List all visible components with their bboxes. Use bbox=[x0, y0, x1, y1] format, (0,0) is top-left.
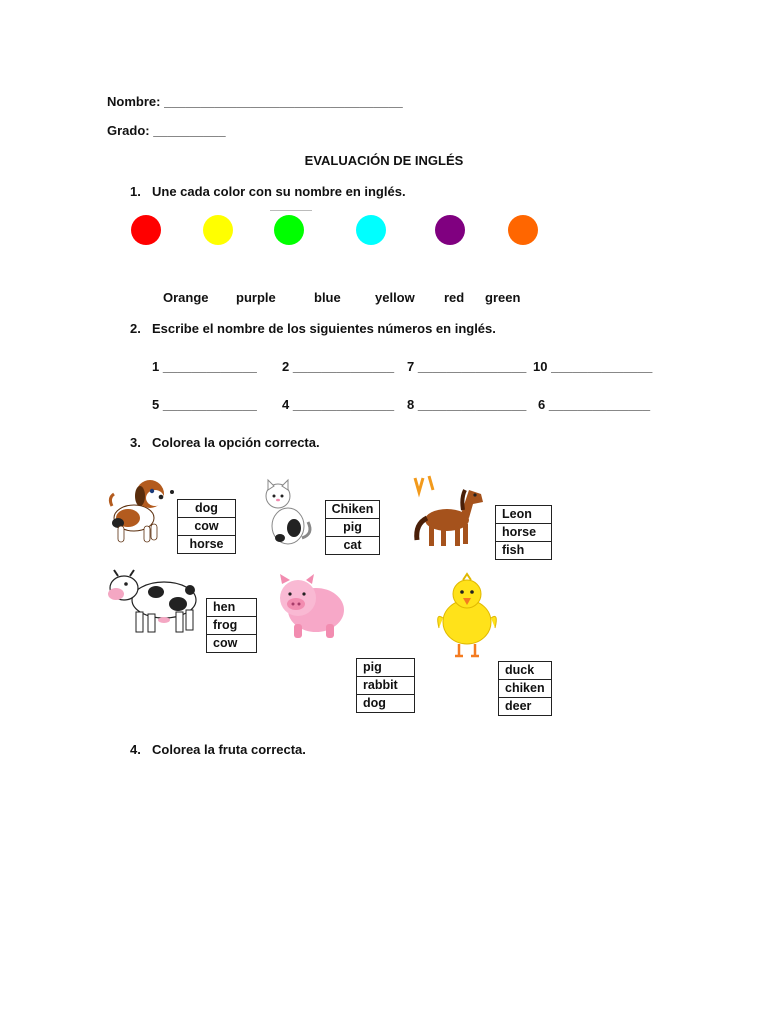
cat-options-box bbox=[325, 500, 380, 555]
option-leon[interactable]: Leon bbox=[496, 506, 551, 524]
option-horse[interactable]: horse bbox=[189, 537, 224, 551]
color-dot-orange bbox=[508, 215, 538, 245]
option-dog[interactable]: dog bbox=[178, 500, 235, 518]
number-item-5: 5 _____________ bbox=[152, 397, 257, 412]
q4-text: Colorea la fruta correcta. bbox=[152, 742, 306, 757]
color-word-red: red bbox=[444, 290, 465, 305]
nombre-line bbox=[107, 94, 403, 109]
number-item-4: 4 ______________ bbox=[282, 397, 395, 412]
dog-illustration bbox=[108, 476, 178, 548]
dog-options-box bbox=[177, 499, 236, 554]
chick-options-box bbox=[498, 661, 552, 716]
option-fish[interactable]: fish bbox=[502, 543, 525, 557]
color-dot-red bbox=[131, 215, 161, 245]
option-hen[interactable]: hen bbox=[207, 599, 256, 617]
horse-illustration bbox=[411, 474, 489, 552]
page-title: EVALUACIÓN DE INGLÉS bbox=[304, 153, 464, 168]
color-word-yellow: yellow bbox=[375, 290, 415, 305]
option-dog[interactable]: dog bbox=[363, 696, 386, 710]
color-dot-purple bbox=[435, 215, 465, 245]
number-item-10: 10 ______________ bbox=[533, 359, 653, 374]
option-cow[interactable]: cow bbox=[178, 518, 235, 536]
number-item-2: 2 ______________ bbox=[282, 359, 395, 374]
color-dot-cyan bbox=[356, 215, 386, 245]
pig-illustration bbox=[272, 572, 350, 642]
number-item-7: 7 _______________ bbox=[407, 359, 527, 374]
option-cat[interactable]: cat bbox=[343, 538, 362, 552]
grado-label: Grado: bbox=[107, 123, 150, 138]
option-pig[interactable]: pig bbox=[357, 659, 414, 677]
horse-options-box bbox=[495, 505, 552, 560]
option-pig[interactable]: pig bbox=[326, 519, 379, 537]
q4-number: 4. bbox=[130, 742, 141, 757]
option-chiken[interactable]: Chiken bbox=[326, 501, 379, 519]
q3-number: 3. bbox=[130, 435, 141, 450]
option-duck[interactable]: duck bbox=[499, 662, 551, 680]
option-frog[interactable]: frog bbox=[207, 617, 256, 635]
q2-number: 2. bbox=[130, 321, 141, 336]
q3-text: Colorea la opción correcta. bbox=[152, 435, 320, 450]
option-cow[interactable]: cow bbox=[213, 636, 238, 650]
cow-options-box bbox=[206, 598, 257, 653]
q1-text: Une cada color con su nombre en inglés. bbox=[152, 184, 406, 199]
option-deer[interactable]: deer bbox=[505, 699, 532, 713]
number-item-8: 8 _______________ bbox=[407, 397, 527, 412]
chick-illustration bbox=[433, 572, 501, 660]
nombre-blank: _________________________________ bbox=[164, 94, 403, 109]
cow-illustration bbox=[106, 568, 202, 638]
option-chiken[interactable]: chiken bbox=[499, 680, 551, 698]
color-word-green: green bbox=[485, 290, 521, 305]
grado-line bbox=[107, 123, 226, 138]
number-item-1: 1 _____________ bbox=[152, 359, 257, 374]
option-rabbit[interactable]: rabbit bbox=[357, 677, 414, 695]
grado-blank: __________ bbox=[153, 123, 226, 138]
color-word-orange: Orange bbox=[163, 290, 209, 305]
cat-illustration bbox=[260, 478, 316, 548]
q1-number: 1. bbox=[130, 184, 141, 199]
pig-options-box bbox=[356, 658, 415, 713]
number-item-6: 6 ______________ bbox=[538, 397, 651, 412]
color-dot-green bbox=[274, 215, 304, 245]
faint-line bbox=[270, 210, 312, 211]
nombre-label: Nombre: bbox=[107, 94, 161, 109]
color-word-blue: blue bbox=[314, 290, 341, 305]
option-horse[interactable]: horse bbox=[496, 524, 551, 542]
color-dot-yellow bbox=[203, 215, 233, 245]
color-word-purple: purple bbox=[236, 290, 276, 305]
q2-text: Escribe el nombre de los siguientes números en inglés. bbox=[152, 321, 496, 336]
